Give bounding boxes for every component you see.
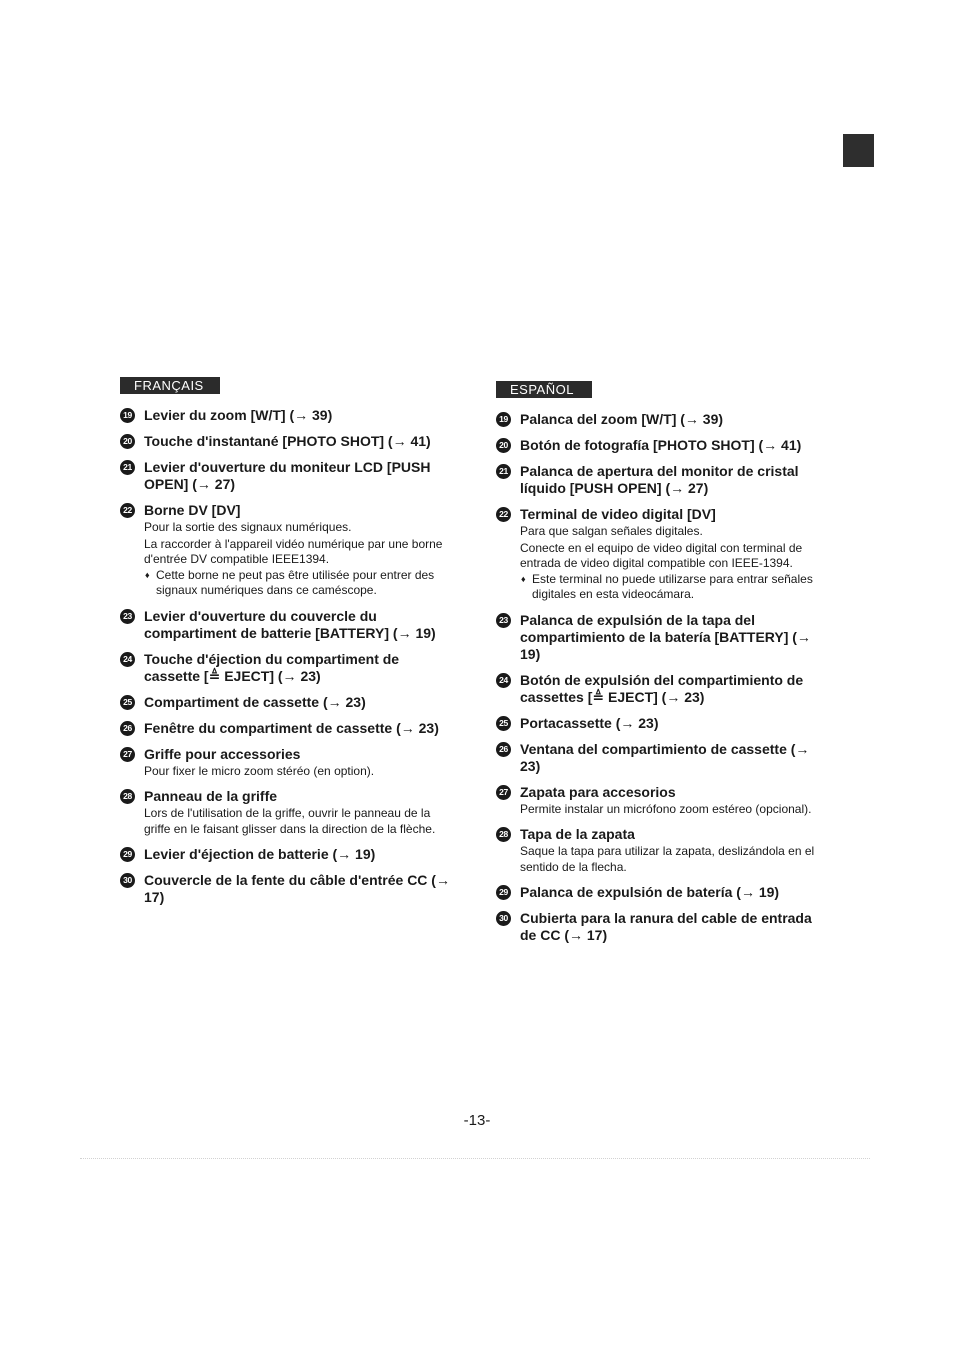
item-title: Levier du zoom [W/T] (→ 39) — [144, 407, 333, 423]
list-item — [120, 746, 455, 780]
item-title: Palanca de expulsión de la tapa del compartimiento de la batería [BATTERY] (→ 19) — [520, 611, 811, 662]
footer-divider — [80, 1158, 870, 1159]
item-title: Palanca de apertura del monitor de cristal líquido [PUSH OPEN] (→ 27) — [520, 463, 799, 496]
item-number-badge: 22 — [120, 503, 135, 518]
list-item — [496, 506, 831, 603]
page-number: -13- — [463, 1112, 491, 1129]
language-label-francais: FRANÇAIS — [120, 377, 220, 394]
list-item — [496, 826, 831, 875]
item-description: Para que salgan señales digitales. — [520, 524, 703, 538]
list-item — [120, 459, 455, 493]
item-title: Zapata para accesorios — [520, 783, 676, 800]
item-number-badge: 27 — [120, 747, 135, 762]
list-item — [496, 741, 831, 775]
item-description: Pour fixer le micro zoom stéréo (en option). — [144, 763, 375, 778]
item-number-badge: 23 — [120, 609, 135, 624]
item-number-badge: 24 — [496, 673, 511, 688]
item-number-badge: 25 — [120, 695, 135, 710]
item-title: Borne DV [DV] — [144, 502, 241, 518]
item-number-badge: 20 — [120, 434, 135, 449]
list-item — [496, 463, 831, 497]
item-number-badge: 30 — [496, 911, 511, 926]
item-title: Levier d'ouverture du couvercle du compartiment de batterie [BATTERY] (→ 19) — [144, 607, 436, 641]
list-item — [496, 437, 831, 454]
item-title: Touche d'instantané [PHOTO SHOT] (→ 41) — [144, 433, 431, 449]
language-label-espanol: ESPAÑOL — [496, 381, 592, 398]
item-title: Tapa de la zapata — [520, 826, 635, 842]
item-title: Ventana del compartimiento de cassette (→ 23) — [520, 740, 810, 774]
item-number-badge: 22 — [496, 507, 511, 522]
item-title: Griffe pour accessories — [144, 745, 301, 762]
list-item — [496, 884, 831, 901]
list-item — [496, 672, 831, 706]
espanol-column — [496, 381, 831, 953]
item-title: Palanca de expulsión de batería (→ 19) — [520, 884, 780, 900]
list-item — [120, 872, 455, 906]
item-number-badge: 27 — [496, 785, 511, 800]
item-note-bullet: ♦ Este terminal no puede utilizarse para entrar señales digitales en esta videocámara. — [520, 572, 831, 603]
list-item — [120, 846, 455, 863]
item-number-badge: 30 — [120, 873, 135, 888]
item-number-badge: 25 — [496, 716, 511, 731]
list-item — [120, 502, 455, 599]
item-title: Botón de fotografía [PHOTO SHOT] (→ 41) — [520, 437, 802, 453]
list-item — [120, 608, 455, 642]
item-title: Panneau de la griffe — [144, 788, 278, 804]
list-item — [496, 411, 831, 428]
item-title: Botón de expulsión del compartimiento de cassettes [≜ EJECT] (→ 23) — [520, 671, 804, 705]
item-description: Permite instalar un micrófono zoom estéreo (opcional). — [520, 801, 812, 816]
list-item — [496, 910, 831, 944]
item-title: Compartiment de cassette (→ 23) — [144, 693, 366, 710]
francais-column — [120, 377, 455, 915]
item-description: Conecte en el equipo de video digital con terminal de entrada de video digital compatible con IEEE-1394. — [520, 540, 803, 570]
item-title: Terminal de video digital [DV] — [520, 506, 716, 522]
item-number-badge: 24 — [120, 652, 135, 667]
item-number-badge: 26 — [120, 721, 135, 736]
item-title: Cubierta para la ranura del cable de entrada de CC (→ 17) — [520, 910, 812, 943]
item-description: Lors de l'utilisation de la griffe, ouvrir le panneau de la griffe en le faisant glisser dans la direction de la flèche. — [144, 806, 436, 836]
page-tab-marker — [843, 134, 874, 167]
item-note-bullet: ♦ Cette borne ne peut pas être utilisée pour entrer des signaux numériques dans ce caméscope. — [144, 568, 455, 599]
list-item — [120, 788, 455, 837]
list-item — [496, 612, 831, 663]
item-title: Palanca del zoom [W/T] (→ 39) — [520, 411, 724, 427]
list-item — [496, 715, 831, 732]
list-item — [120, 407, 455, 424]
item-number-badge: 19 — [120, 408, 135, 423]
item-number-badge: 28 — [496, 827, 511, 842]
item-description: Saque la tapa para utilizar la zapata, deslizándola en el sentido de la flecha. — [520, 844, 815, 874]
list-item — [120, 433, 455, 450]
item-number-badge: 26 — [496, 742, 511, 757]
item-number-badge: 21 — [496, 464, 511, 479]
item-title: Levier d'éjection de batterie (→ 19) — [144, 846, 376, 862]
item-title: Portacassette (→ 23) — [520, 714, 659, 731]
list-item — [120, 694, 455, 711]
list-item — [120, 720, 455, 737]
item-title: Touche d'éjection du compartiment de cassette [≜ EJECT] (→ 23) — [144, 650, 400, 684]
item-number-badge: 23 — [496, 613, 511, 628]
item-number-badge: 19 — [496, 412, 511, 427]
item-number-badge: 29 — [496, 885, 511, 900]
item-description: Pour la sortie des signaux numériques. — [144, 520, 352, 534]
list-item — [496, 784, 831, 818]
item-title: Fenêtre du compartiment de cassette (→ 23) — [144, 719, 439, 736]
item-title: Levier d'ouverture du moniteur LCD [PUSH OPEN] (→ 27) — [144, 459, 431, 492]
item-title: Couvercle de la fente du câble d'entrée CC (→ 17) — [144, 872, 450, 905]
item-number-badge: 20 — [496, 438, 511, 453]
item-description: La raccorder à l'appareil vidéo numérique par une borne d'entrée DV compatible IEEE1394. — [144, 536, 443, 566]
item-number-badge: 28 — [120, 789, 135, 804]
item-number-badge: 29 — [120, 847, 135, 862]
list-item — [120, 651, 455, 685]
item-number-badge: 21 — [120, 460, 135, 475]
